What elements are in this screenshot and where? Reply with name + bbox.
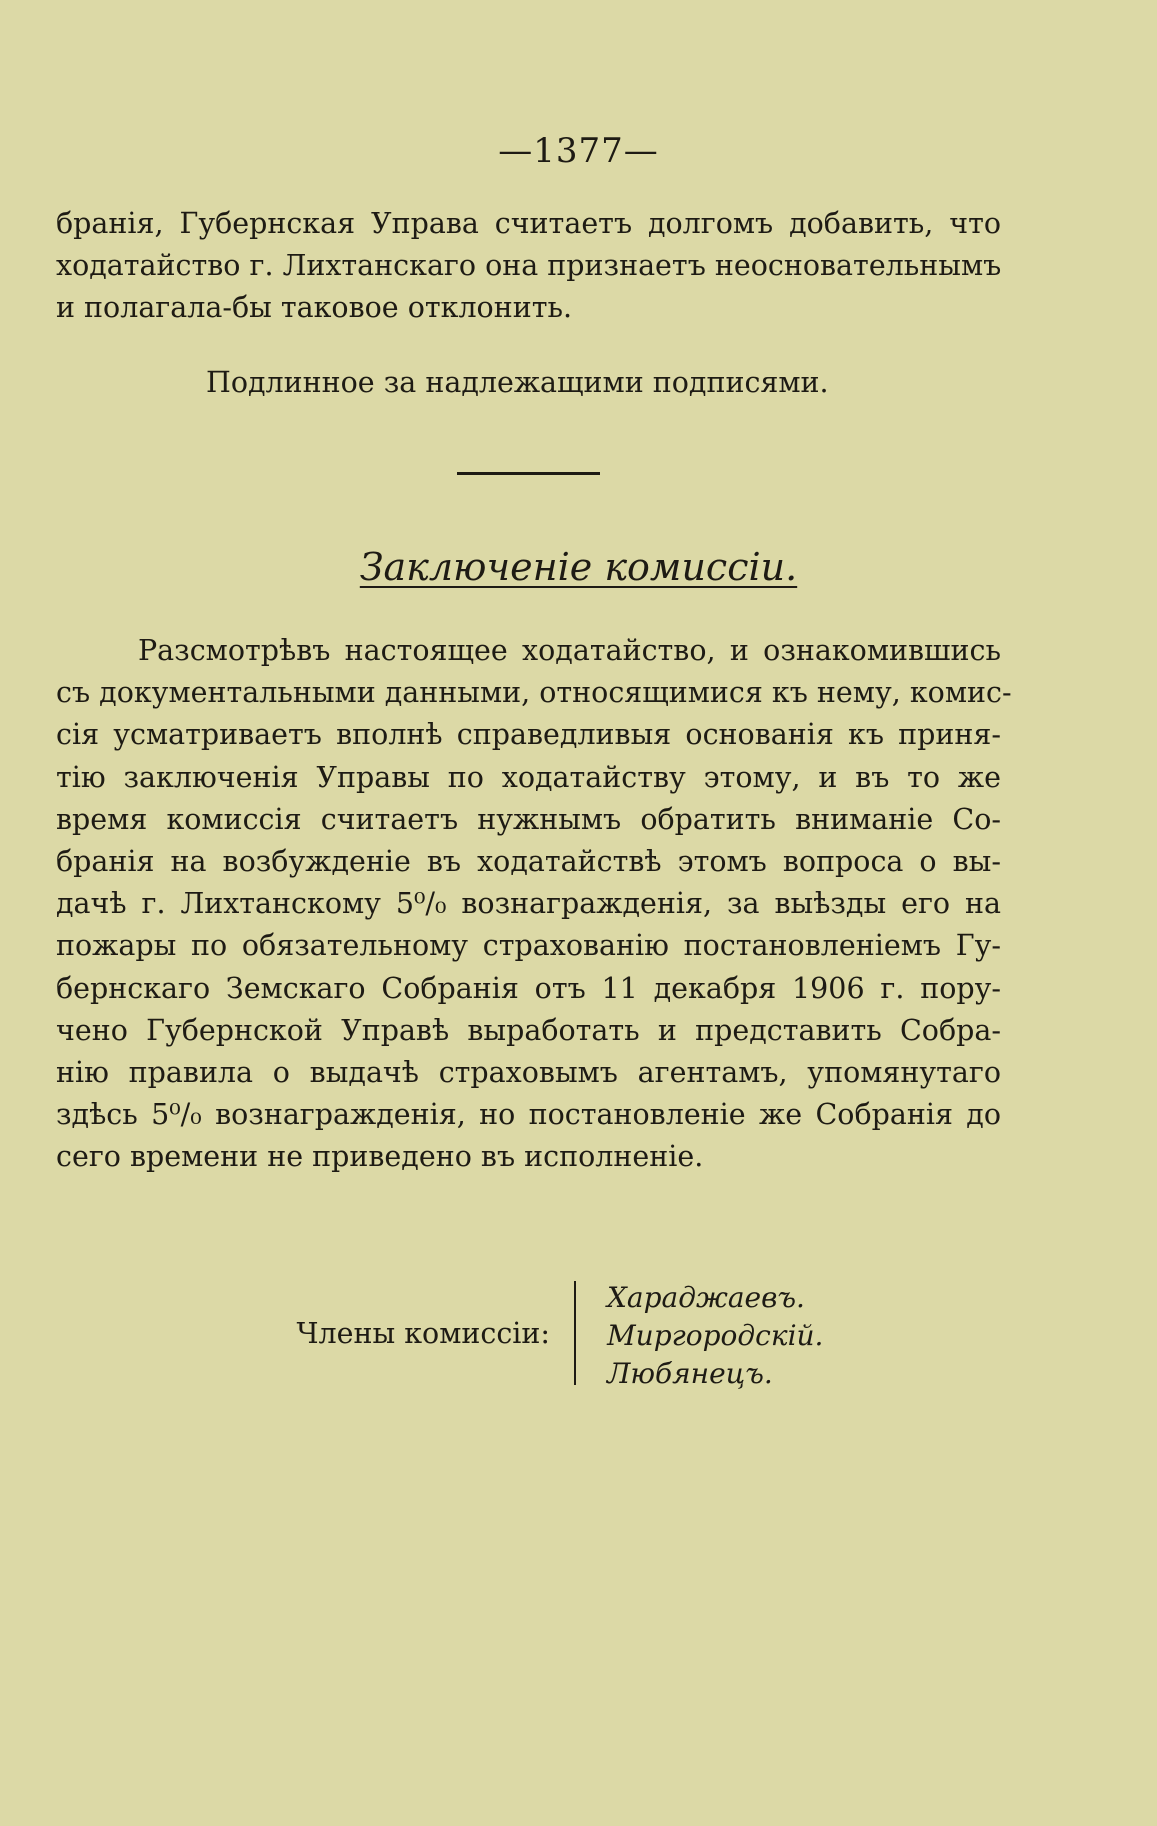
commission-members-block [0, 1281, 1157, 1391]
text-line: ходатайство г. Лихтанскаго она признаетъ неосновательнымъ [56, 249, 1002, 283]
divider-rule [457, 472, 600, 475]
text-line: и полагала-бы таковое отклонить. [56, 291, 573, 325]
text-line: бернскаго Земскаго Собранія отъ 11 декабря 1906 г. пору- [56, 971, 1001, 1005]
member-name: Любянецъ. [607, 1357, 773, 1390]
member-name: Миргородскій. [607, 1319, 824, 1352]
text-line: съ документальными данными, относящимися къ нему, комис- [56, 676, 1012, 710]
paragraph-continuation [56, 203, 1001, 330]
members-label: Члены комиссіи: [296, 1317, 550, 1350]
text-line: нію правила о выдачѣ страховымъ агентамъ, упомянутаго [56, 1056, 1001, 1090]
text-line: дачѣ г. Лихтанскому 5⁰/₀ вознагражденія, за выѣзды его на [56, 887, 1001, 921]
member-names [607, 1279, 823, 1393]
section-heading: Заключеніе комиссіи. [359, 545, 798, 589]
paragraph-commission-conclusion [56, 630, 1012, 1179]
text-line: бранія на возбужденіе въ ходатайствѣ этомъ вопроса о вы- [56, 845, 1001, 879]
signed-note: Подлинное за надлежащими подписями. [206, 366, 829, 399]
text-line: время комиссія считаетъ нужнымъ обратить вниманіе Со- [56, 802, 1001, 836]
text-line: чено Губернской Управѣ выработать и представить Собра- [56, 1013, 1001, 1047]
members-brace-line [574, 1281, 576, 1385]
page-number: —1377— [498, 131, 659, 171]
text-line: пожары по обязательному страхованію постановленіемъ Гу- [56, 929, 1001, 963]
text-line: тію заключенія Управы по ходатайству этому, и въ то же [56, 760, 1001, 794]
text-line: здѣсь 5⁰/₀ вознагражденія, но постановленіе же Собранія до [56, 1098, 1001, 1132]
text-line: Разсмотрѣвъ настоящее ходатайство, и ознакомившись [138, 634, 1001, 667]
text-line: сего времени не приведено въ исполненіе. [56, 1140, 704, 1174]
text-line: сія усматриваетъ вполнѣ справедливыя основанія къ приня- [56, 718, 1001, 752]
member-name: Хараджаевъ. [607, 1281, 805, 1314]
text-line: бранія, Губернская Управа считаетъ долгомъ добавить, что [56, 207, 1001, 240]
